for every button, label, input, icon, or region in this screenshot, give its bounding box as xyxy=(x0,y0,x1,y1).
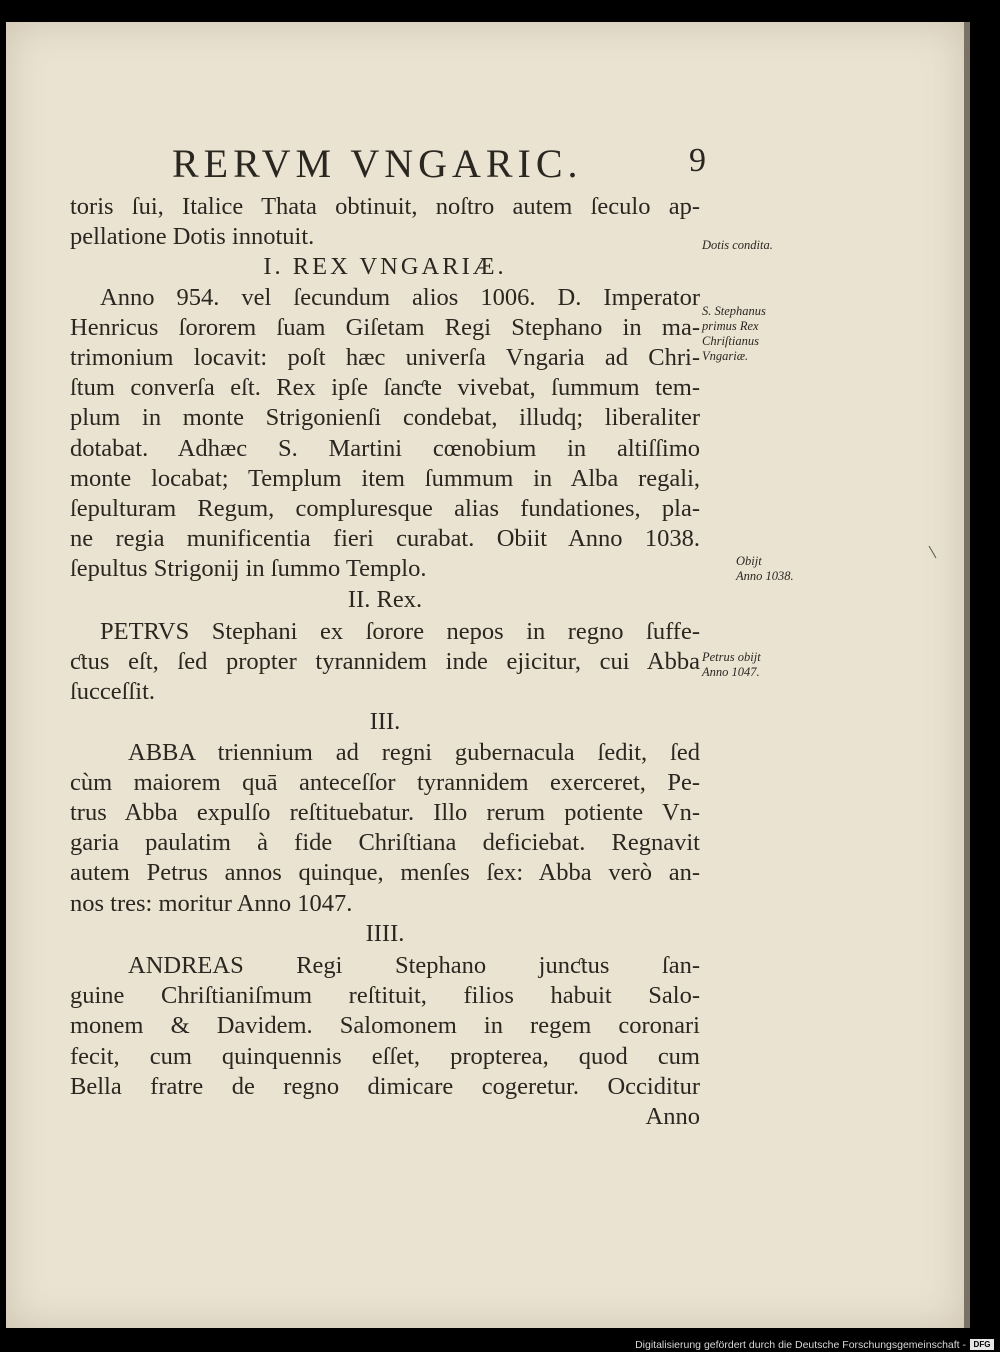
catchword: Anno xyxy=(645,1103,700,1131)
page-number: 9 xyxy=(689,142,706,179)
text-line: guine Chriſtianiſmum reſtituit, filios habuit Salo- xyxy=(70,982,700,1010)
margin-note-line: Vngariæ. xyxy=(702,349,749,363)
text-line: ſepultus Strigonij in ſummo Templo. xyxy=(70,555,427,583)
text-line: monem & Davidem. Salomonem in regem coronari xyxy=(70,1012,700,1040)
text-line: ſtum converſa eſt. Rex ipſe ſanƈte vivebat, ſummum tem- xyxy=(70,374,700,402)
text-line: Bella fratre de regno dimicare cogeretur. Occiditur xyxy=(70,1072,700,1100)
margin-note-petrus-obijt xyxy=(702,650,761,680)
text-line: dotabat. Adhæc S. Martini cœnobium in altiſſimo xyxy=(70,434,700,462)
text-line: trimonium locavit: poſt hæc univerſa Vngaria ad Chri- xyxy=(70,344,700,372)
margin-note-stephanus xyxy=(702,304,766,364)
dfg-logo: DFG xyxy=(970,1339,994,1350)
text-line: nos tres: moritur Anno 1047. xyxy=(70,889,353,917)
section-heading-1: I. REX VNGARIÆ. xyxy=(263,253,507,281)
text-line: ƈtus eſt, ſed propter tyrannidem inde ejicitur, cui Abba xyxy=(70,648,700,676)
body-text xyxy=(70,192,700,1132)
text-line: pellatione Dotis innotuit. xyxy=(70,223,315,251)
text-line: toris ſui, Italice Thata obtinuit, noſtro autem ſeculo ap- xyxy=(70,193,700,220)
margin-note-line: Anno 1038. xyxy=(736,569,794,583)
margin-note-obijt-1038 xyxy=(736,554,794,584)
text-line: ſepulturam Regum, compluresque alias fundationes, pla- xyxy=(70,495,700,523)
text-line: cùm maiorem quā anteceſſor tyrannidem exerceret, Pe- xyxy=(70,768,700,796)
section-heading-2: II. Rex. xyxy=(347,585,423,613)
section-heading-4: IIII. xyxy=(365,919,405,947)
text-line: plum in monte Strigonienſi condebat, illudq; liberaliter xyxy=(70,404,700,432)
text-line: PETRVS Stephani ex ſorore nepos in regno ſuffe- xyxy=(100,617,700,645)
section-heading-3: III. xyxy=(369,708,401,736)
margin-note-line: Dotis condita. xyxy=(702,238,773,252)
margin-note-dotis xyxy=(702,238,773,253)
text-line: ABBA triennium ad regni gubernacula ſedit, ſed xyxy=(128,738,700,766)
text-line: fecit, cum quinquennis eſſet, propterea, quod cum xyxy=(70,1042,700,1070)
page-header xyxy=(172,140,712,190)
text-line: monte locabat; Templum item ſummum in Alba regali, xyxy=(70,464,700,492)
margin-note-line: primus Rex xyxy=(702,319,759,333)
text-line: ſucceſſit. xyxy=(70,678,156,706)
running-title: RERVM VNGARIC. xyxy=(172,141,583,186)
margin-note-line: S. Stephanus xyxy=(702,304,766,318)
text-line: garia paulatim à fide Chriſtiana deficiebat. Regnavit xyxy=(70,829,700,857)
margin-note-line: Obijt xyxy=(736,554,762,568)
text-line: ne regia munificentia fieri curabat. Obiit Anno 1038. xyxy=(70,525,700,553)
text-line: Henricus ſororem ſuam Giſetam Regi Stephano in ma- xyxy=(70,313,700,341)
margin-note-line: Chriſtianus xyxy=(702,334,759,348)
text-line: autem Petrus annos quinque, menſes ſex: Abba verò an- xyxy=(70,859,700,887)
text-line: ANDREAS Regi Stephano junƈtus ſan- xyxy=(128,952,700,980)
text-line: Anno 954. vel ſecundum alios 1006. D. Imperator xyxy=(100,283,700,311)
margin-note-line: Anno 1047. xyxy=(702,665,760,679)
digitization-credit: Digitalisierung gefördert durch die Deutsche Forschungsgemeinschaft - xyxy=(635,1339,966,1351)
page-edge xyxy=(964,22,970,1328)
text-line: trus Abba expulſo reſtituebatur. Illo rerum potiente Vn- xyxy=(70,799,700,827)
margin-note-line: Petrus obijt xyxy=(702,650,761,664)
